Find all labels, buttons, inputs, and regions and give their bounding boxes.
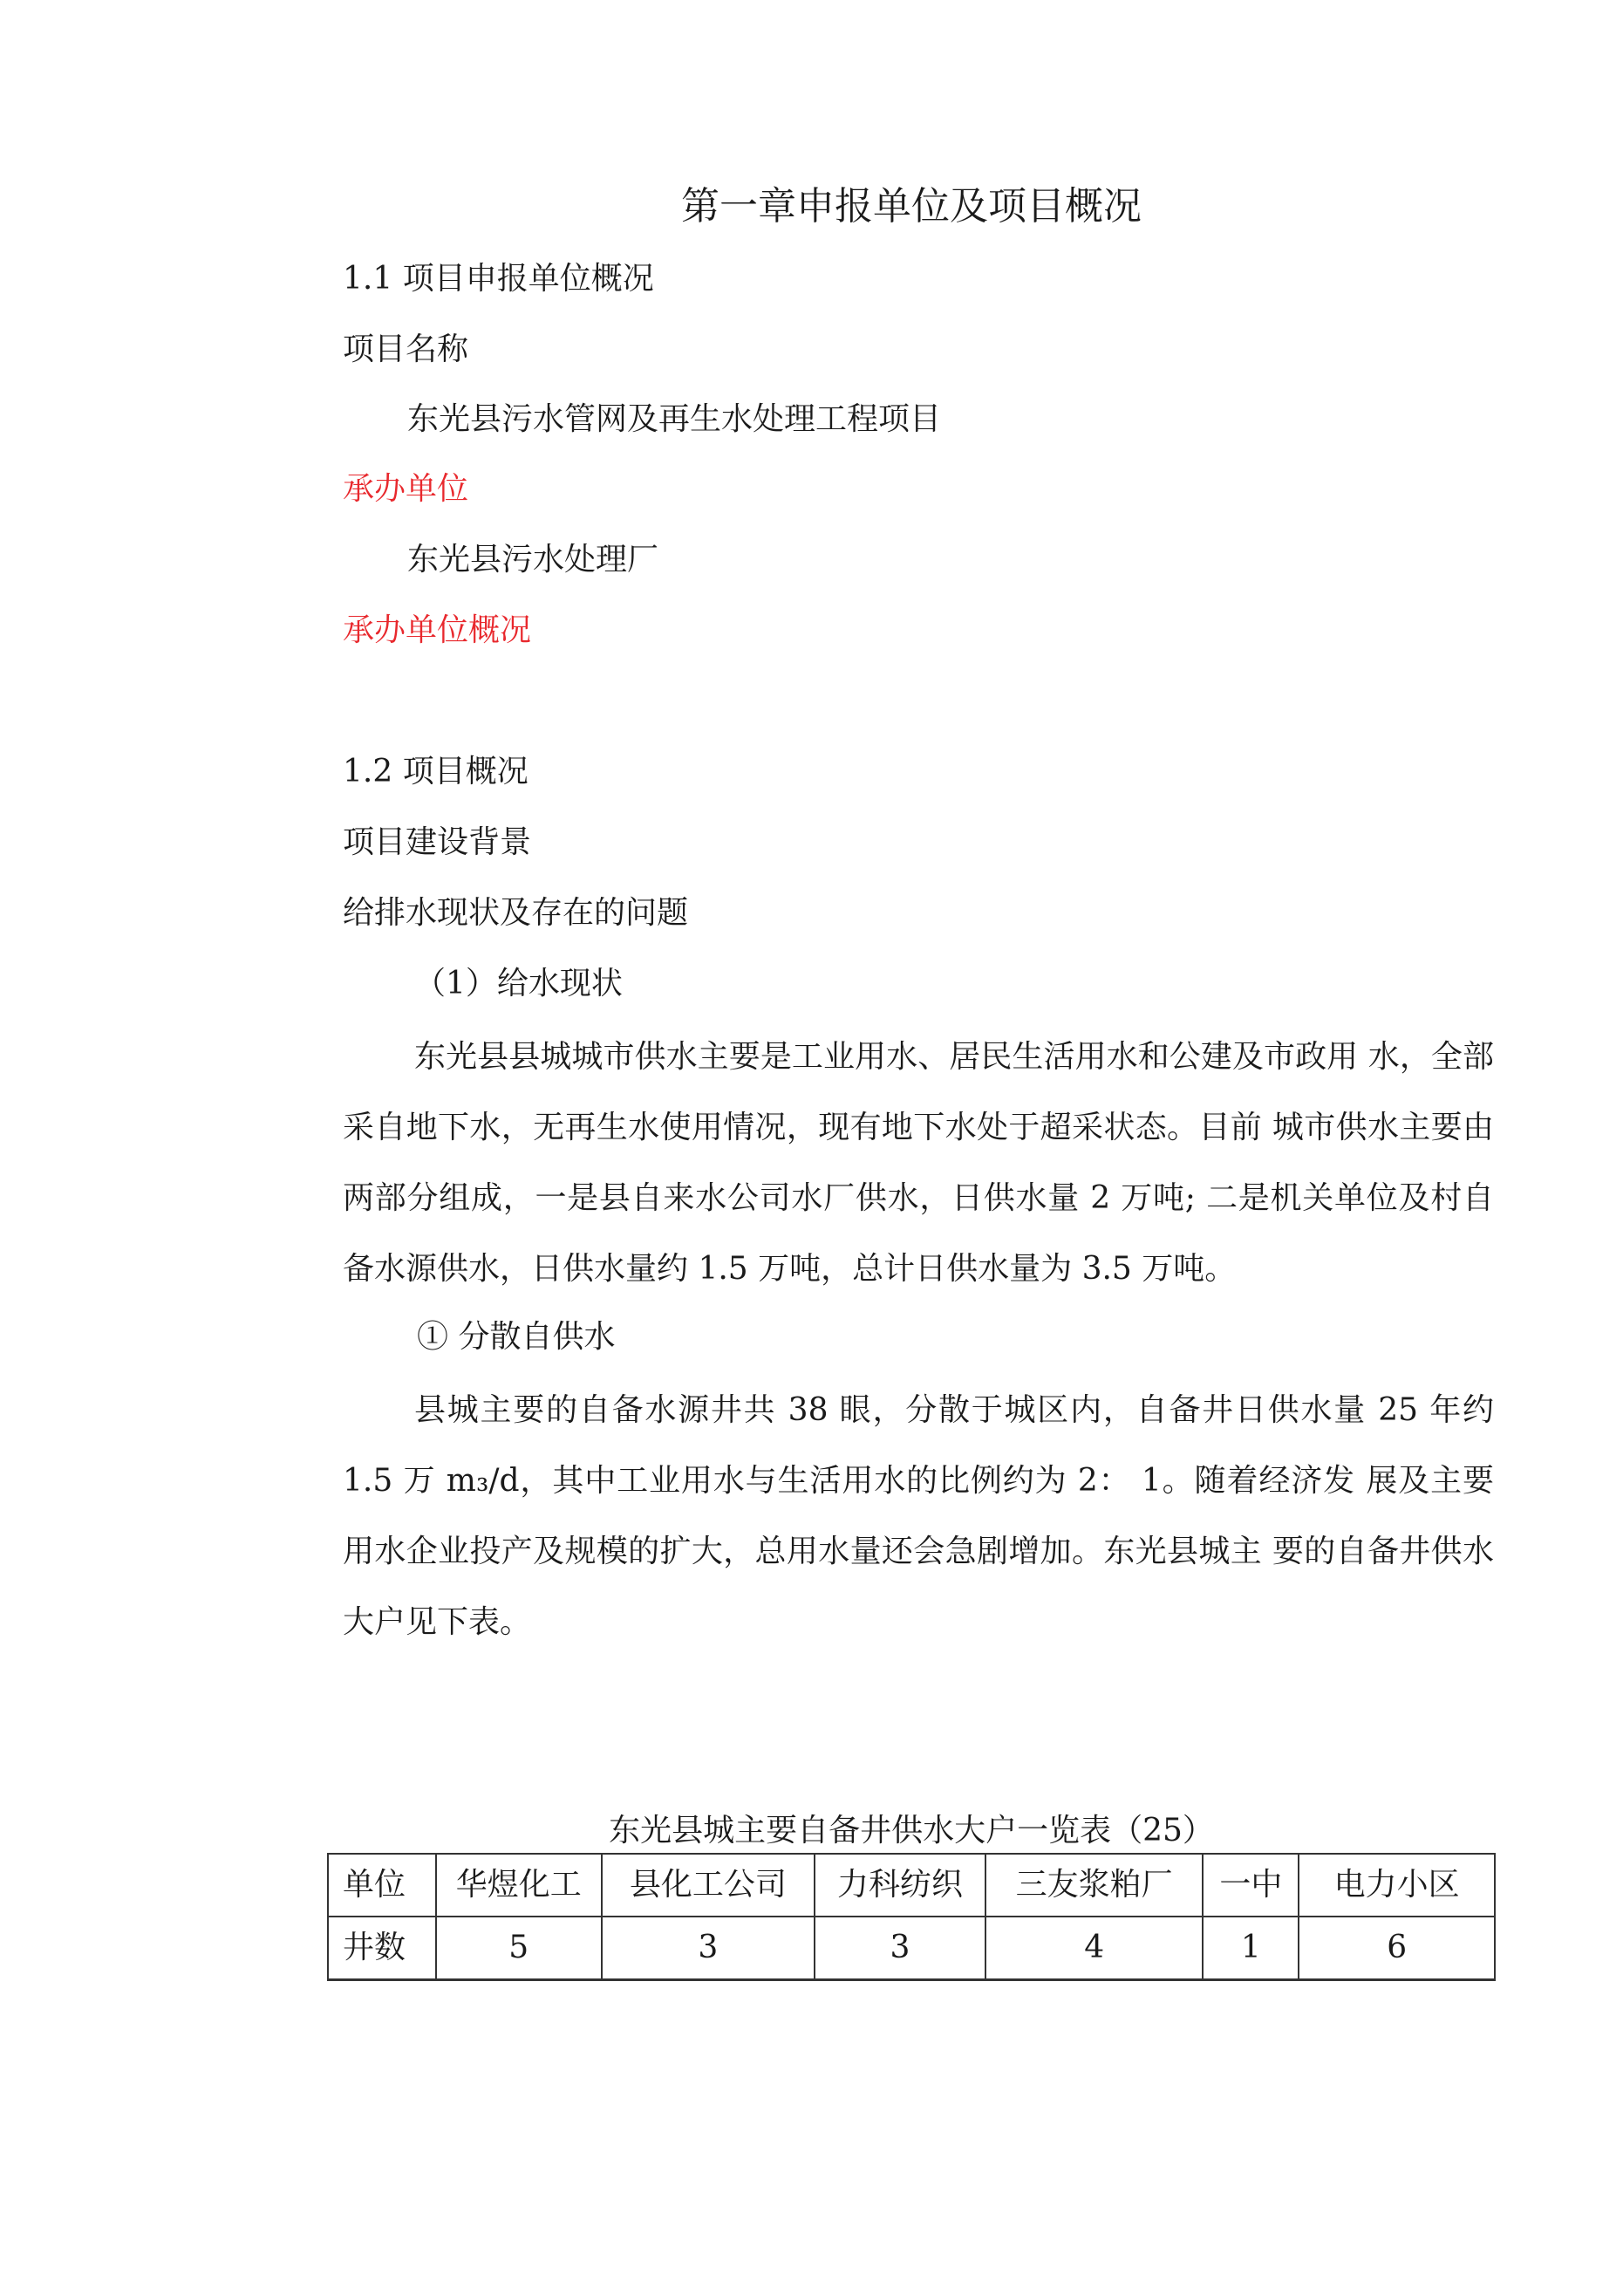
background-heading: 项目建设背景 — [343, 824, 532, 860]
table-row — [328, 1854, 1495, 1917]
table-cell-wells: 5 — [436, 1917, 602, 1980]
table-cell-unit: 华煜化工 — [436, 1854, 602, 1917]
host-overview-label: 承办单位概况 — [343, 612, 532, 648]
section-1-2-heading: 1.2 项目概况 — [343, 754, 528, 789]
self-supply-paragraph: 县城主要的自备水源井共 38 眼，分散于城区内，自备井日供水量 25 年约 1.5 万 m₃/d，其中工业用水与生活用水的比例约为 2： 1。随着经济发 展及主要用水企业投产及规模的扩大，总用水量还会急剧增加。东光县城主 要的自备井供水大户见下表。 — [343, 1392, 1494, 1640]
supply-status-heading: （1）给水现状 — [414, 966, 623, 1001]
table-cell-unit: 一中 — [1203, 1854, 1299, 1917]
table-row-header: 单位 — [328, 1854, 436, 1917]
chapter-title: 第一章申报单位及项目概况 — [681, 184, 1142, 229]
wells-table — [327, 1853, 1496, 1981]
table-row — [328, 1917, 1495, 1980]
project-name-label: 项目名称 — [343, 331, 469, 367]
issues-heading: 给排水现状及存在的问题 — [343, 895, 689, 931]
host-unit-value: 东光县污水处理厂 — [407, 542, 659, 577]
section-1-1-heading: 1.1 项目申报单位概况 — [343, 261, 654, 297]
supply-paragraph: 东光县县城城市供水主要是工业用水、居民生活用水和公建及市政用 水，全部采自地下水，无再生水使用情况，现有地下水处于超采状态。目前 城市供水主要由两部分组成，一是县自来水公司水厂供水，日供水量 2 万吨; 二是机关单位及村自备水源供水，日供水量约 1.5 万吨，总计日供水量为 3.5 万吨。 — [343, 1039, 1494, 1287]
table-cell-wells: 3 — [815, 1917, 985, 1980]
table-cell-wells: 1 — [1203, 1917, 1299, 1980]
table-cell-unit: 电力小区 — [1299, 1854, 1495, 1917]
table-cell-unit: 三友浆粕厂 — [985, 1854, 1204, 1917]
table-caption: 东光县城主要自备井供水大户一览表（25） — [609, 1813, 1214, 1848]
table-cell-unit: 力科纺织 — [815, 1854, 985, 1917]
table-row-header: 井数 — [328, 1917, 436, 1980]
self-supply-heading: ① 分散自供水 — [417, 1319, 616, 1355]
project-name-value: 东光县污水管网及再生水处理工程项目 — [407, 401, 942, 437]
table-cell-unit: 县化工公司 — [602, 1854, 815, 1917]
host-unit-label: 承办单位 — [343, 471, 469, 507]
table-cell-wells: 6 — [1299, 1917, 1495, 1980]
table-cell-wells: 3 — [602, 1917, 815, 1980]
table-cell-wells: 4 — [985, 1917, 1204, 1980]
